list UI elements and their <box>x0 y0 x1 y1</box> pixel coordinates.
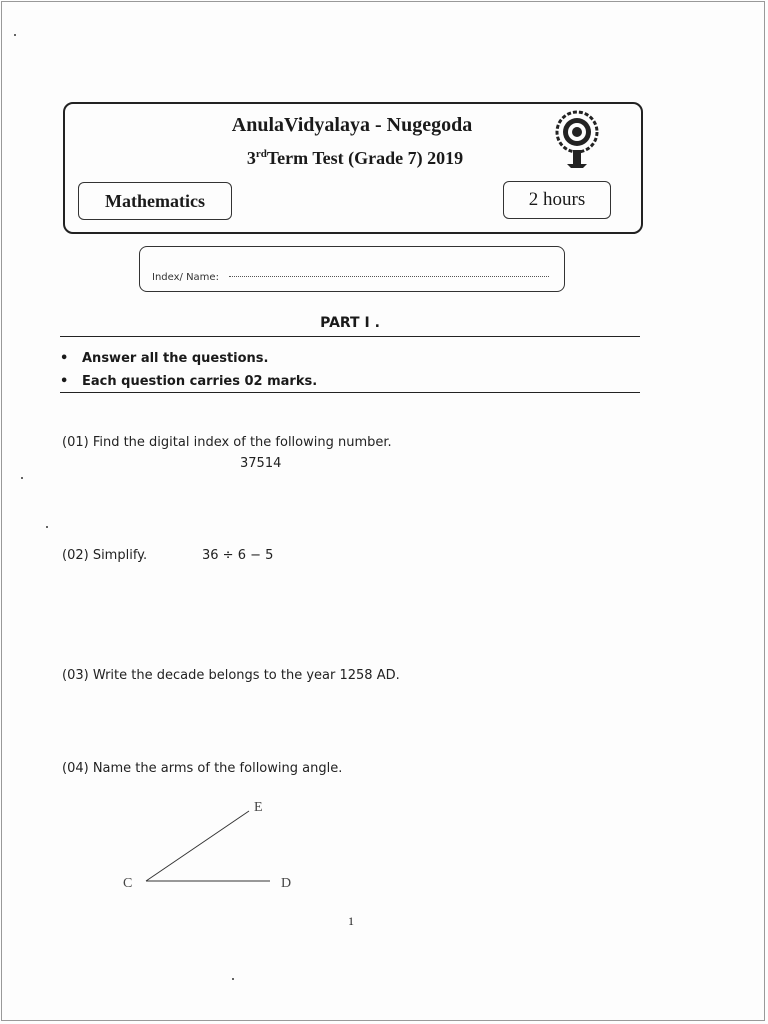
question-04: (04) Name the arms of the following angle. <box>62 761 343 776</box>
term-details: Term Test (Grade 7) 2019 <box>266 148 464 168</box>
school-crest-icon <box>553 108 601 170</box>
subject-box: Mathematics <box>78 182 232 220</box>
index-name-field[interactable] <box>229 276 549 277</box>
point-c-label: C <box>123 876 133 891</box>
question-01: (01) Find the digital index of the following number. <box>62 435 392 450</box>
scan-speck <box>14 34 16 36</box>
arm-ce <box>146 811 249 881</box>
divider-top <box>60 336 640 337</box>
instruction-item: • Answer all the questions. <box>60 351 269 366</box>
term-number: 3 <box>246 148 256 168</box>
term-title <box>0 148 710 169</box>
instruction-text: Each question carries 02 marks. <box>82 374 318 389</box>
duration-box: 2 hours <box>503 181 611 219</box>
point-e-label: E <box>254 800 263 815</box>
divider-bottom <box>60 392 640 393</box>
question-01-number: 37514 <box>240 456 282 471</box>
instruction-item: • Each question carries 02 marks. <box>60 374 318 389</box>
point-d-label: D <box>281 876 292 891</box>
question-03: (03) Write the decade belongs to the year 1258 AD. <box>62 668 400 683</box>
index-name-label: Index/ Name: <box>152 272 219 283</box>
part-title: PART I . <box>320 315 380 331</box>
scan-speck <box>46 526 48 528</box>
term-suffix: rd <box>255 148 267 160</box>
school-name: AnulaVidyalaya - Nugegoda <box>231 114 473 136</box>
scan-speck <box>232 978 234 980</box>
question-02-expression: 36 ÷ 6 − 5 <box>202 548 274 563</box>
page-number: 1 <box>348 914 354 928</box>
instruction-text: Answer all the questions. <box>82 351 269 366</box>
index-name-box <box>139 246 565 292</box>
scan-speck <box>21 477 23 479</box>
question-02: (02) Simplify. <box>62 548 148 563</box>
